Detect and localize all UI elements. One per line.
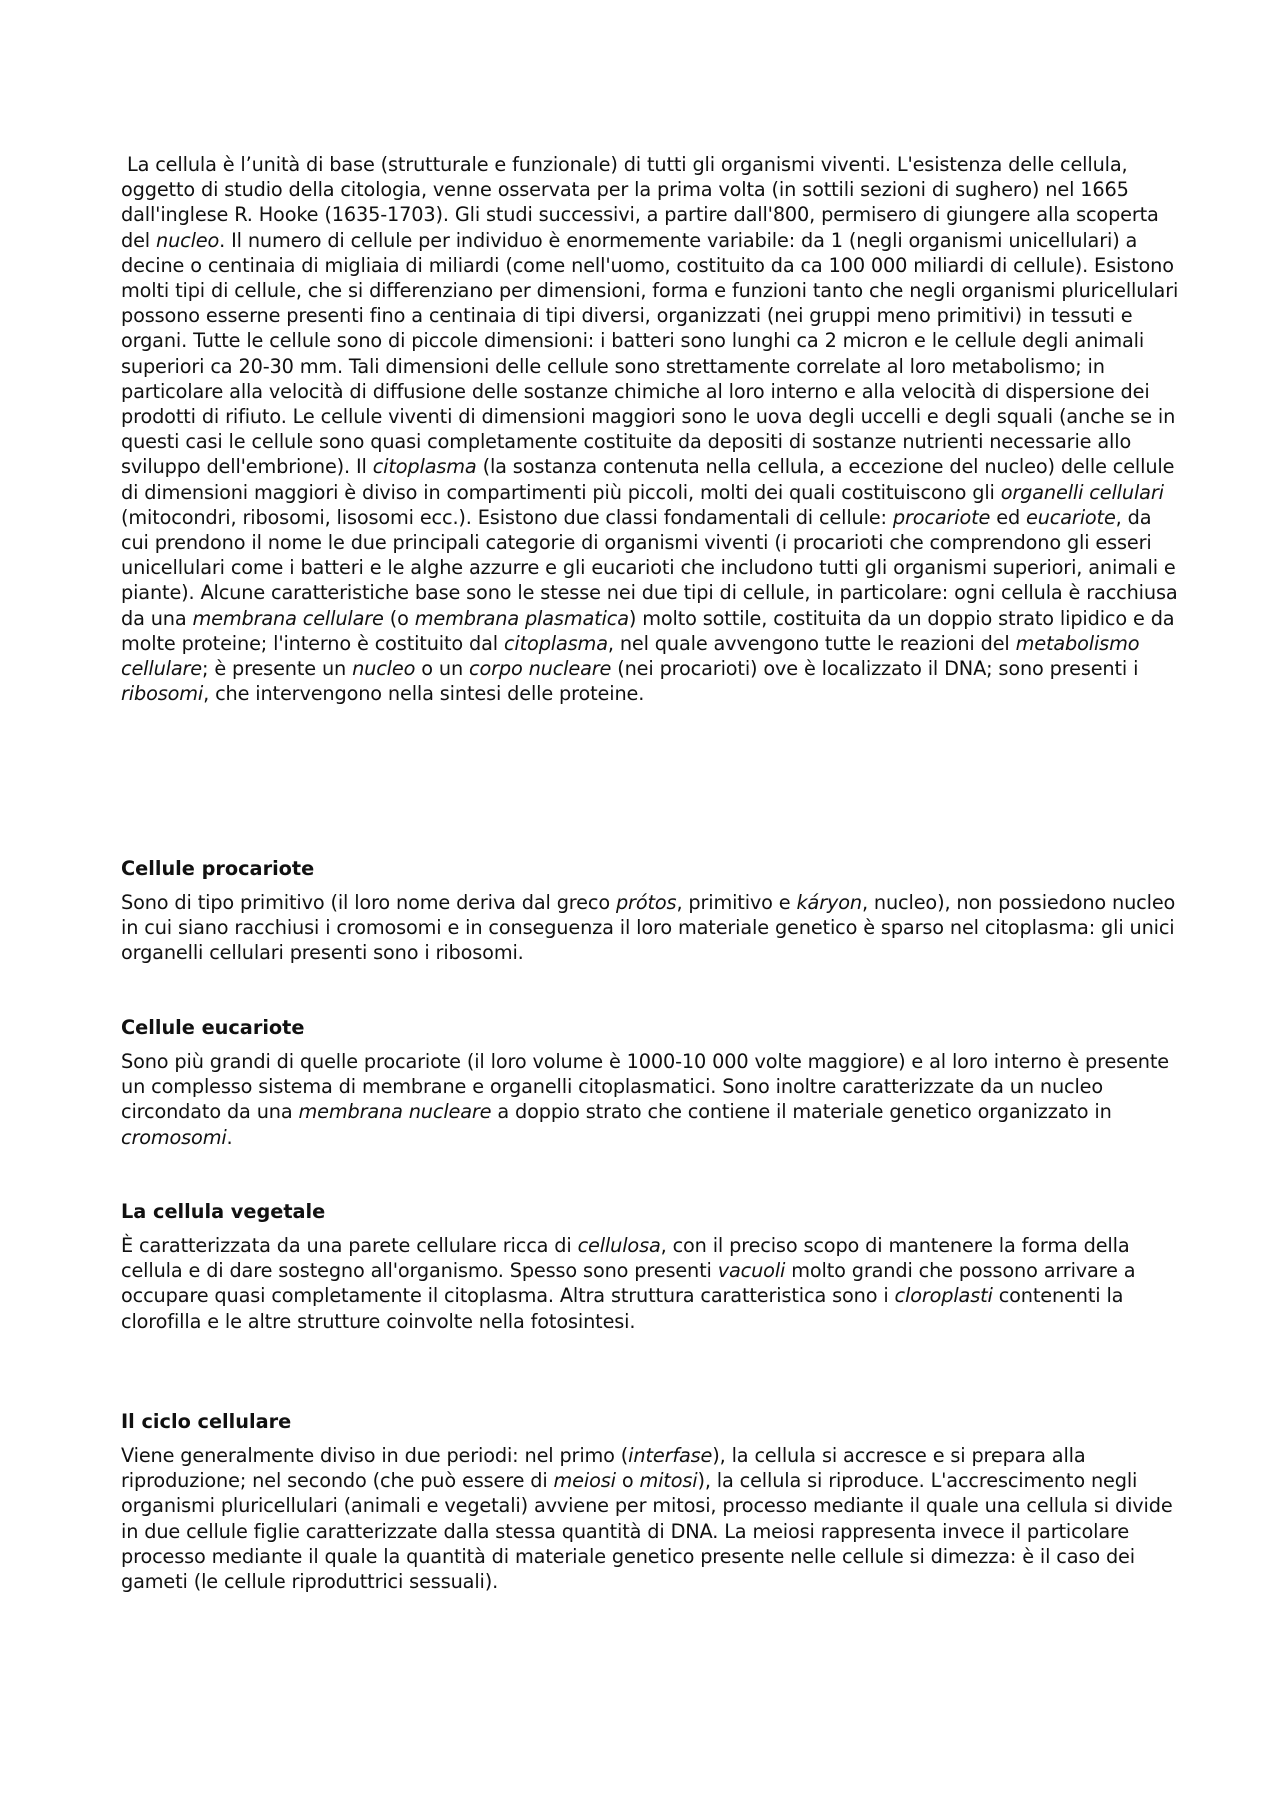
italic-term: membrana nucleare <box>298 1100 492 1124</box>
italic-term: metabolismo cellulare <box>121 631 1140 681</box>
section-paragraph <box>121 1049 1181 1150</box>
section-procariote <box>121 856 1181 966</box>
text-run: ed <box>990 505 1027 529</box>
text-run: (la sostanza contenuta nella cellula, a eccezione del nucleo) delle cellule di dimensioni maggiori è diviso in compartimenti più piccoli, molti dei quali costituiscono gli <box>121 455 1175 504</box>
document-page <box>121 152 1181 706</box>
text-run: , primitivo e <box>676 891 797 914</box>
text-run: (o <box>383 606 415 630</box>
text-run: ; è presente un <box>202 657 353 681</box>
text-run: , che intervengono nella sintesi delle proteine. <box>203 682 645 706</box>
text-run: . Il numero di cellule per individuo è enormemente variabile: da 1 (negli organismi unicellulari) a decine o centinaia di migliaia di miliardi (come nell'uomo, costituito da ca 100 000 miliardi di cellule). Esistono molti tipi di cellule, che si differenziano per dimensioni, forma e funzioni tanto che negli organismi pluricellulari possono esserne presenti fino a centinaia di tipi diversi, organizzati (nei gruppi meno primitivi) in tessuti e organi. Tutte le cellule sono di piccole dimensioni: i batteri sono lunghi ca 2 micron e le cellule degli animali superiori ca 20-30 mm. Tali dimensioni delle cellule sono strettamente correlate al loro metabolismo; in particolare alla velocità di diffusione delle sostanze chimiche al loro interno e alla velocità di dispersione dei prodotti di rifiuto. Le cellule viventi di dimensioni maggiori sono le uova degli uccelli e degli squali (anche se in questi casi le cellule sono quasi completamente costituite da depositi di sostanze nutrienti necessarie allo sviluppo dell'embrione). Il <box>121 228 1179 479</box>
text-run: Sono di tipo primitivo (il loro nome deriva dal greco <box>121 891 616 914</box>
section-paragraph <box>121 890 1181 966</box>
italic-term: prótos <box>615 891 677 914</box>
italic-term: membrana plasmatica <box>414 606 629 630</box>
italic-term: interfase <box>628 1444 713 1467</box>
italic-term: ribosomi <box>121 682 204 706</box>
italic-term: nucleo <box>156 228 220 252</box>
section-paragraph <box>121 1443 1181 1594</box>
text-run: Viene generalmente diviso in due periodi: nel primo ( <box>121 1444 629 1467</box>
text-run: La cellula è l’unità di base (strutturale e funzionale) di tutti gli organismi viventi. L'esistenza delle cellula, oggetto di studio della citologia, venne osservata per la prima volta (in sottili sezioni di sughero) nel 1665 dall'inglese R. Hooke (1635-1703). Gli studi successivi, a partire dall'800, permisero di giungere alla scoperta del <box>121 153 1159 252</box>
italic-term: corpo nucleare <box>469 657 612 681</box>
text-run: ), la cellula si riproduce. L'accrescimento negli organismi pluricellulari (animali e vegetali) avviene per mitosi, processo mediante il quale una cellula si divide in due cellule figlie caratterizzate dalla stessa quantità di DNA. La meiosi rappresenta invece il particolare processo mediante il quale la quantità di materiale genetico presente nelle cellule si dimezza: è il caso dei gameti (le cellule riproduttrici sessuali). <box>121 1469 1173 1594</box>
text-run: a doppio strato che contiene il materiale genetico organizzato in <box>491 1100 1112 1124</box>
italic-term: eucariote <box>1026 505 1116 529</box>
section-heading: Cellule eucariote <box>121 1016 305 1039</box>
italic-term: cloroplasti <box>894 1284 993 1308</box>
text-run: . <box>226 1125 233 1149</box>
section-vegetale <box>121 1199 1181 1334</box>
italic-term: mitosi <box>639 1469 698 1493</box>
text-run: Sono più grandi di quelle procariote (il loro volume è 1000-10 000 volte maggiore) e al loro interno è presente un complesso sistema di membrane e organelli citoplasmatici. Sono inoltre caratterizzate da un nucleo circondato da una <box>121 1050 1169 1124</box>
italic-term: citoplasma <box>372 455 477 479</box>
italic-term: cellulosa <box>577 1234 661 1257</box>
text-run: o un <box>415 657 469 681</box>
section-eucariote <box>121 1015 1181 1150</box>
text-run: contenenti la clorofilla e le altre strutture coinvolte nella fotosintesi. <box>121 1284 1124 1333</box>
italic-term: membrana cellulare <box>192 606 384 630</box>
text-run: (mitocondri, ribosomi, lisosomi ecc.). Esistono due classi fondamentali di cellule: <box>121 505 893 529</box>
text-run: molto grandi che possono arrivare a occupare quasi completamente il citoplasma. Altra struttura caratteristica sono i <box>121 1259 1136 1308</box>
section-heading: Cellule procariote <box>121 857 315 880</box>
italic-term: organelli cellulari <box>1000 480 1164 504</box>
section-paragraph <box>121 1233 1181 1334</box>
text-run: ), la cellula si accresce e si prepara alla riproduzione; nel secondo (che può essere di <box>121 1444 1086 1493</box>
section-heading: La cellula vegetale <box>121 1200 326 1223</box>
italic-term: cromosomi <box>121 1125 227 1149</box>
italic-term: káryon <box>796 891 862 914</box>
italic-term: procariote <box>892 505 991 529</box>
text-run: È caratterizzata da una parete cellulare ricca di <box>121 1234 578 1257</box>
section-heading: Il ciclo cellulare <box>121 1410 292 1433</box>
text-run: o <box>615 1469 640 1493</box>
text-run: , nel quale avvengono tutte le reazioni del <box>607 631 1016 655</box>
italic-term: citoplasma <box>503 631 608 655</box>
text-run: , con il preciso scopo di mantenere la forma della cellula e di dare sostegno all'organismo. Spesso sono presenti <box>121 1234 1130 1283</box>
text-run: , nucleo), non possiedono nucleo in cui siano racchiusi i cromosomi e in conseguenza il loro materiale genetico è sparso nel citoplasma: gli unici organelli cellulari presenti sono i ribosomi. <box>121 891 1176 965</box>
intro-paragraph <box>121 152 1181 706</box>
italic-term: nucleo <box>352 657 416 681</box>
italic-term: meiosi <box>553 1469 616 1493</box>
text-run: (nei procarioti) ove è localizzato il DNA; sono presenti i <box>611 657 1139 681</box>
section-ciclo-cellulare <box>121 1409 1181 1594</box>
italic-term: vacuoli <box>717 1259 786 1283</box>
text-run: ) molto sottile, costituita da un doppio strato lipidico e da molte proteine; l'interno è costituito dal <box>121 606 1175 655</box>
text-run: , da cui prendono il nome le due principali categorie di organismi viventi (i procarioti che comprendono gli esseri unicellulari come i batteri e le alghe azzurre e gli eucarioti che includono tutti gli organismi superiori, animali e piante). Alcune caratteristiche base sono le stesse nei due tipi di cellule, in particolare: ogni cellula è racchiusa da una <box>121 505 1178 630</box>
